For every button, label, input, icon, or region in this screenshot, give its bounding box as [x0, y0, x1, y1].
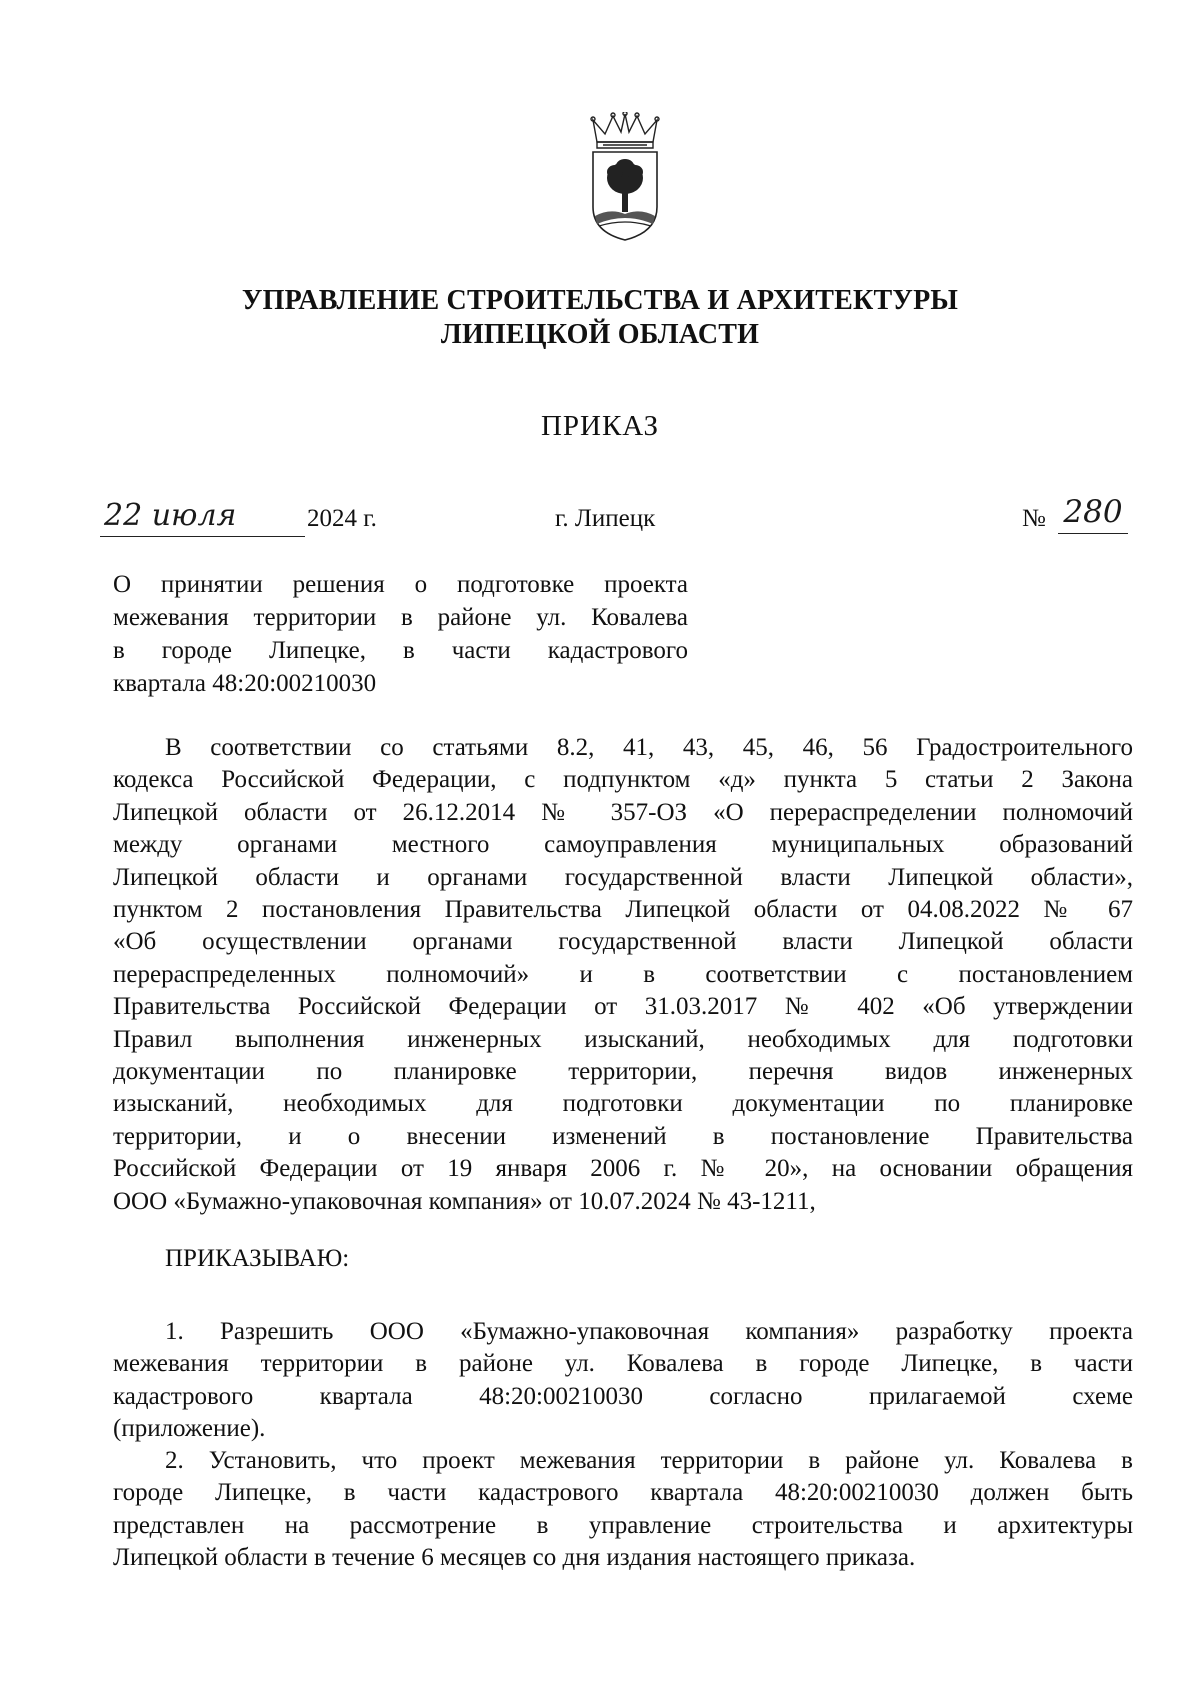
- preamble-line: перераспределенных полномочий» и в соответствии с постановлением: [113, 960, 1133, 988]
- preamble-line: «Об осуществлении органами государственной власти Липецкой области: [113, 928, 1133, 956]
- order-directive-word: ПРИКАЗЫВАЮ:: [165, 1245, 350, 1272]
- preamble-line: Российской Федерации от 19 января 2006 г. № 20», на основании обращения: [113, 1155, 1133, 1183]
- coat-of-arms-icon: [585, 112, 665, 242]
- city-name: г. Липецк: [555, 505, 656, 532]
- item-line: (приложение).: [113, 1415, 266, 1443]
- preamble-line: территории, и о внесении изменений в постановление Правительства: [113, 1122, 1133, 1150]
- preamble-line: ООО «Бумажно-упаковочная компания» от 10.07.2024 № 43-1211,: [113, 1187, 816, 1215]
- item-line: кадастрового квартала 48:20:00210030 согласно прилагаемой схеме: [113, 1382, 1133, 1410]
- preamble-line: изысканий, необходимых для подготовки документации по планировке: [113, 1090, 1133, 1118]
- preamble-line: Правил выполнения инженерных изысканий, необходимых для подготовки: [113, 1025, 1133, 1053]
- subject-line: О принятии решения о подготовке проекта: [113, 571, 688, 598]
- preamble-line: кодекса Российской Федерации, с подпунктом «д» пункта 5 статьи 2 Закона: [113, 766, 1133, 794]
- item-line: представлен на рассмотрение в управление строительства и архитектуры: [113, 1511, 1133, 1539]
- item-line: межевания территории в районе ул. Ковалева в городе Липецке, в части: [113, 1350, 1133, 1378]
- preamble-paragraph: [113, 732, 1133, 1218]
- subject-line: квартала 48:20:00210030: [113, 670, 377, 697]
- preamble-line: Липецкой области и органами государственной власти Липецкой области»,: [113, 863, 1133, 891]
- preamble-line: пунктом 2 постановления Правительства Липецкой области от 04.08.2022 № 67: [113, 896, 1133, 924]
- preamble-line: В соответствии со статьями 8.2, 41, 43, 45, 46, 56 Градостроительного: [165, 734, 1133, 761]
- item-line: 1. Разрешить ООО «Бумажно-упаковочная компания» разработку проекта: [165, 1318, 1133, 1345]
- date-row: [0, 494, 1200, 545]
- item-line: 2. Установить, что проект межевания территории в районе ул. Ковалева в: [165, 1447, 1133, 1474]
- preamble-line: документации по планировке территории, перечня видов инженерных: [113, 1058, 1133, 1086]
- order-item-2: [113, 1445, 1133, 1575]
- item-line: городе Липецке, в части кадастрового квартала 48:20:00210030 должен быть: [113, 1479, 1133, 1507]
- item-line: Липецкой области в течение 6 месяцев со дня издания настоящего приказа.: [113, 1544, 916, 1572]
- date-year: 2024 г.: [307, 505, 377, 532]
- order-item-1: [113, 1316, 1133, 1446]
- subject-line: в городе Липецке, в части кадастрового: [113, 637, 688, 664]
- number-label: №: [1022, 505, 1046, 532]
- organization-name-line-1: УПРАВЛЕНИЕ СТРОИТЕЛЬСТВА И АРХИТЕКТУРЫ: [241, 285, 959, 316]
- order-subject: [113, 568, 688, 700]
- document-type: ПРИКАЗ: [540, 410, 660, 442]
- handwritten-number: 280: [1058, 493, 1128, 534]
- preamble-line: Липецкой области от 26.12.2014 № 357-ОЗ «О перераспределении полномочий: [113, 798, 1133, 826]
- preamble-line: Правительства Российской Федерации от 31.03.2017 № 402 «Об утверждении: [113, 993, 1133, 1021]
- preamble-line: между органами местного самоуправления муниципальных образований: [113, 831, 1133, 859]
- subject-line: межевания территории в районе ул. Ковалева: [113, 604, 688, 631]
- handwritten-date: 22 июля: [100, 497, 305, 537]
- organization-name-line-2: ЛИПЕЦКОЙ ОБЛАСТИ: [440, 319, 760, 350]
